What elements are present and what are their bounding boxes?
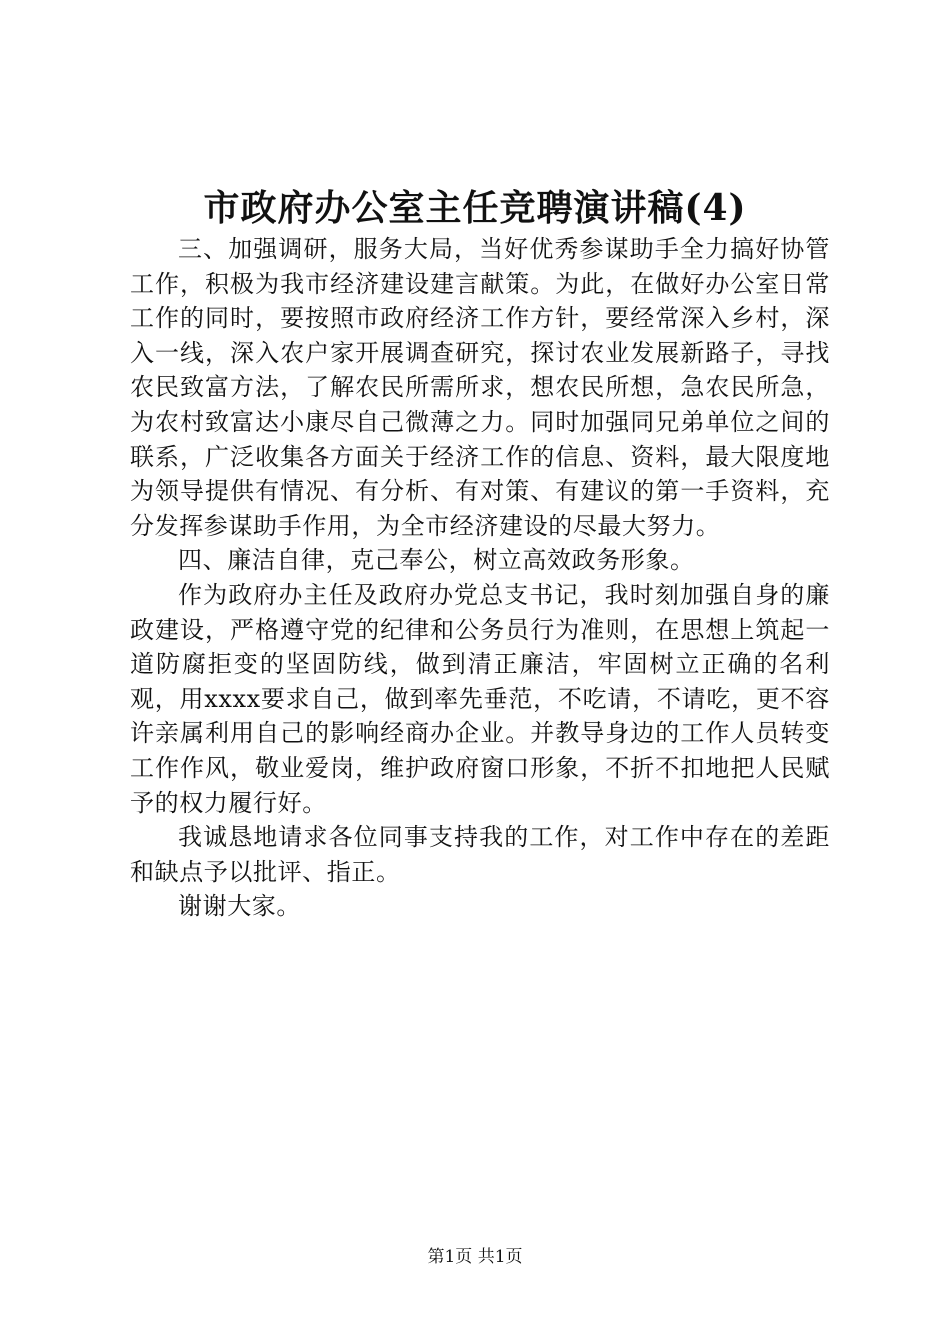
paragraph-request: 我诚恳地请求各位同事支持我的工作，对工作中存在的差距和缺点予以批评、指正。 (130, 823, 830, 886)
page-footer: 第1页 共1页 (427, 1247, 523, 1267)
paragraph-thanks: 谢谢大家。 (178, 892, 301, 921)
paragraph-integrity: 作为政府办主任及政府办党总支书记，我时刻加强自身的廉政建设，严格遵守党的纪律和公务员行为准则，在思想上筑起一道防腐拒变的坚固防线，做到清正廉洁，牢固树立正确的名利观，用xxxx要求自己，做到率先垂范，不吃请，不请吃，更不容许亲属利用自己的影响经商办企业。并教导身边的工作人员转变工作作风，敬业爱岗，维护政府窗口形象，不折不扣地把人民赋予的权力履行好。 (130, 580, 830, 817)
paragraph-research: 三、加强调研，服务大局，当好优秀参谋助手全力搞好协管工作，积极为我市经济建设建言献策。为此，在做好办公室日常工作的同时，要按照市政府经济工作方针，要经常深入乡村，深入一线，深入农户家开展调查研究，探讨农业发展新路子，寻找农民致富方法，了解农民所需所求，想农民所想，急农民所急，为农村致富达小康尽自己微薄之力。同时加强同兄弟单位之间的联系，广泛收集各方面关于经济工作的信息、资料，最大限度地为领导提供有情况、有分析、有对策、有建议的第一手资料，充分发挥参谋助手作用，为全市经济建设的尽最大努力。 (130, 235, 830, 540)
document-body (130, 232, 830, 924)
paragraph-integrity-heading: 四、廉洁自律，克己奉公，树立高效政务形象。 (178, 546, 695, 575)
document-title: 市政府办公室主任竞聘演讲稿(4) (203, 187, 747, 229)
